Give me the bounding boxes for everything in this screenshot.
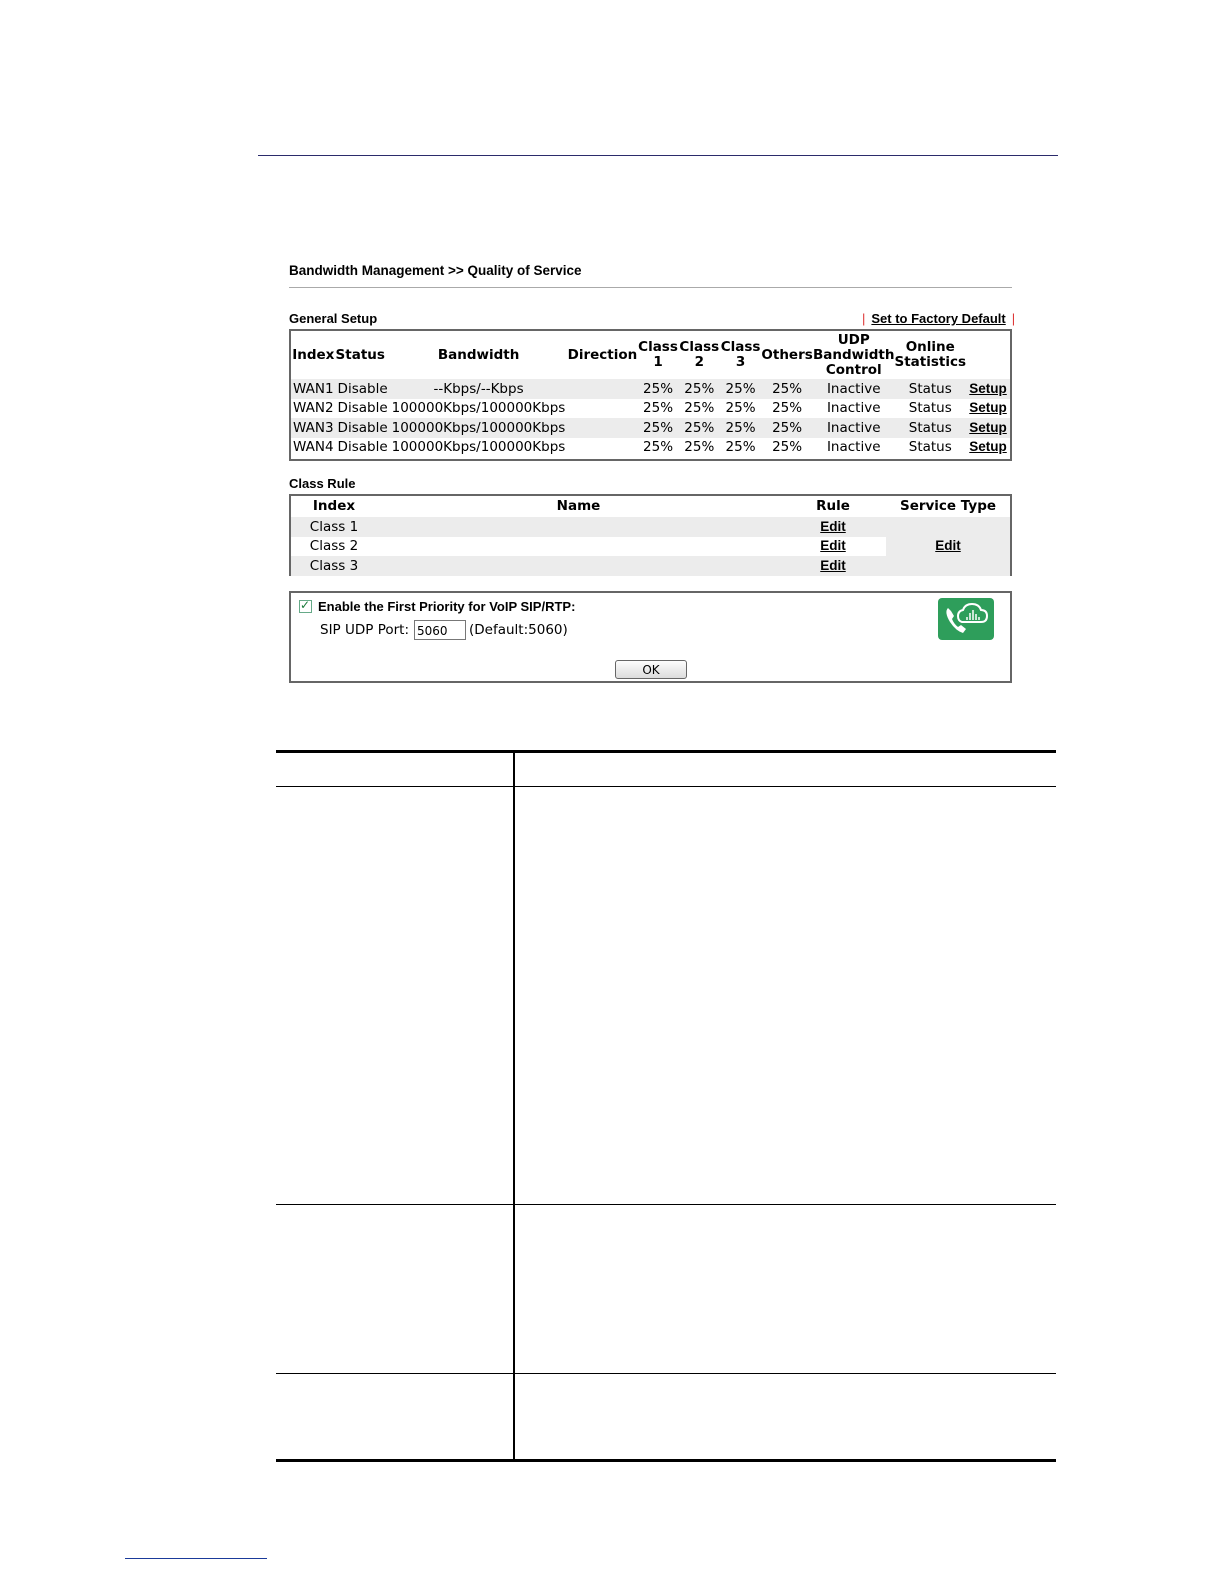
class-name bbox=[377, 517, 780, 537]
footnote-rule bbox=[125, 1558, 267, 1559]
row-class2: 25% bbox=[684, 400, 715, 417]
row-class3: 25% bbox=[725, 380, 756, 397]
col-class3: Class 3 bbox=[720, 339, 761, 370]
col-class-index: Index bbox=[312, 498, 356, 514]
doc-table-top-rule bbox=[276, 750, 1056, 753]
row-bandwidth: --Kbps/--Kbps bbox=[433, 380, 524, 397]
row-udp: Inactive bbox=[826, 419, 881, 436]
voip-enable-label: Enable the First Priority for VoIP SIP/RTP: bbox=[318, 599, 576, 614]
row-class1: 25% bbox=[643, 400, 674, 417]
doc-table-column-divider bbox=[513, 752, 515, 1460]
sip-port-label: SIP UDP Port: bbox=[320, 622, 410, 638]
row-status-link: Status bbox=[908, 419, 952, 436]
col-class-rule: Rule bbox=[816, 498, 850, 514]
col-service-type: Service Type bbox=[899, 498, 997, 514]
class2-rule-edit-link[interactable]: Edit bbox=[820, 538, 846, 554]
table-row bbox=[291, 379, 1010, 399]
row-status-link: Status bbox=[908, 439, 952, 456]
table-row bbox=[291, 517, 1010, 537]
sip-port-default: (Default:5060) bbox=[469, 622, 568, 638]
row-direction bbox=[568, 418, 638, 438]
class-index: Class 2 bbox=[309, 538, 359, 555]
header-rule bbox=[258, 155, 1058, 156]
col-bandwidth: Bandwidth bbox=[437, 346, 520, 363]
class3-rule-edit-link[interactable]: Edit bbox=[820, 557, 846, 573]
row-index: WAN2 bbox=[293, 400, 334, 417]
breadcrumb: Bandwidth Management >> Quality of Service bbox=[289, 263, 582, 278]
voip-priority-box bbox=[289, 591, 1012, 683]
setup-link-wan1[interactable]: Setup bbox=[969, 380, 1007, 396]
col-class2: Class 2 bbox=[679, 339, 720, 370]
row-udp: Inactive bbox=[826, 400, 881, 417]
class-index: Class 3 bbox=[309, 557, 359, 574]
class-rule-title: Class Rule bbox=[289, 476, 356, 491]
general-setup-title: General Setup bbox=[289, 311, 378, 326]
row-status: Disable bbox=[337, 419, 388, 436]
row-index: WAN4 bbox=[293, 439, 334, 456]
col-online-statistics: Online Statistics bbox=[894, 339, 967, 370]
general-setup-table-box bbox=[289, 329, 1012, 461]
col-udp-bandwidth-control: UDP Bandwidth Control bbox=[812, 331, 895, 378]
col-class1: Class 1 bbox=[638, 339, 678, 370]
doc-table-row-divider bbox=[276, 1204, 1056, 1205]
setup-link-wan2[interactable]: Setup bbox=[969, 400, 1007, 416]
col-setup bbox=[966, 331, 1010, 379]
row-others: 25% bbox=[772, 439, 803, 456]
row-others: 25% bbox=[772, 419, 803, 436]
row-index: WAN1 bbox=[293, 380, 334, 397]
row-udp: Inactive bbox=[826, 380, 881, 397]
class-rule-table bbox=[291, 496, 1010, 576]
row-status: Disable bbox=[337, 380, 388, 397]
row-class2: 25% bbox=[684, 380, 715, 397]
sip-port-input[interactable] bbox=[414, 620, 466, 640]
doc-table-row-divider bbox=[276, 1373, 1056, 1374]
class1-rule-edit-link[interactable]: Edit bbox=[820, 518, 846, 534]
row-class1: 25% bbox=[643, 439, 674, 456]
row-status: Disable bbox=[337, 400, 388, 417]
breadcrumb-divider bbox=[289, 287, 1012, 288]
class-name bbox=[377, 556, 780, 576]
ok-button[interactable]: OK bbox=[615, 660, 687, 679]
row-class1: 25% bbox=[643, 380, 674, 397]
table-row bbox=[291, 438, 1010, 458]
row-others: 25% bbox=[772, 400, 803, 417]
class-rule-table-box bbox=[289, 494, 1012, 576]
row-bandwidth: 100000Kbps/100000Kbps bbox=[391, 439, 566, 456]
col-direction: Direction bbox=[567, 346, 638, 363]
row-class3: 25% bbox=[725, 419, 756, 436]
row-direction bbox=[568, 379, 638, 399]
row-others: 25% bbox=[772, 380, 803, 397]
row-status: Disable bbox=[337, 439, 388, 456]
class-name bbox=[377, 537, 780, 557]
col-index: Index bbox=[292, 346, 335, 363]
row-bandwidth: 100000Kbps/100000Kbps bbox=[391, 400, 566, 417]
col-class-name: Name bbox=[556, 498, 601, 514]
class-index: Class 1 bbox=[309, 518, 359, 535]
row-class3: 25% bbox=[725, 439, 756, 456]
table-row bbox=[291, 399, 1010, 419]
general-setup-table bbox=[291, 331, 1010, 457]
voip-phone-cloud-icon bbox=[938, 598, 994, 640]
row-status-link: Status bbox=[908, 400, 952, 417]
row-bandwidth: 100000Kbps/100000Kbps bbox=[391, 419, 566, 436]
row-class2: 25% bbox=[684, 419, 715, 436]
doc-table-bottom-rule bbox=[276, 1459, 1056, 1462]
row-class3: 25% bbox=[725, 400, 756, 417]
row-class1: 25% bbox=[643, 419, 674, 436]
col-status: Status bbox=[335, 346, 385, 363]
setup-link-wan3[interactable]: Setup bbox=[969, 419, 1007, 435]
voip-enable-checkbox[interactable] bbox=[299, 600, 312, 613]
row-class2: 25% bbox=[684, 439, 715, 456]
setup-link-wan4[interactable]: Setup bbox=[969, 439, 1007, 455]
col-others: Others bbox=[761, 346, 813, 363]
factory-default-link-wrap: | Set to Factory Default | bbox=[862, 311, 1016, 326]
row-udp: Inactive bbox=[826, 439, 881, 456]
table-row bbox=[291, 418, 1010, 438]
row-status-link: Status bbox=[908, 380, 952, 397]
row-index: WAN3 bbox=[293, 419, 334, 436]
row-direction bbox=[568, 438, 638, 458]
doc-table-header-rule bbox=[276, 786, 1056, 787]
row-direction bbox=[568, 399, 638, 419]
set-factory-default-link[interactable]: Set to Factory Default bbox=[871, 311, 1006, 326]
service-type-edit-link[interactable]: Edit bbox=[935, 538, 961, 554]
